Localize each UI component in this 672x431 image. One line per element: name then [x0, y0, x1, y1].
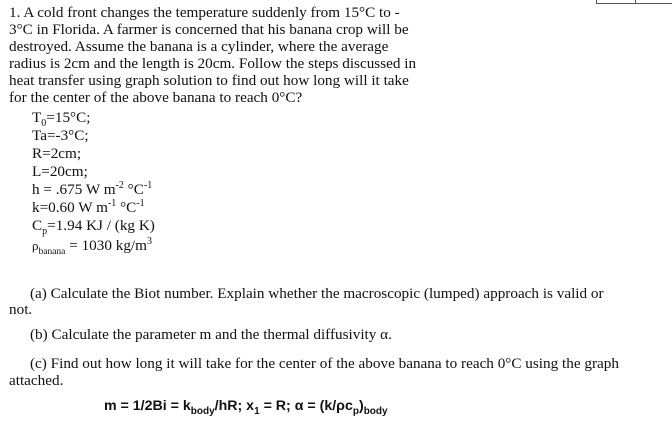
problem-line-1: 1. A cold front changes the temperature suddenly from 15°C to -: [9, 4, 400, 21]
given-cp: $C_p=1.94$ KJ / (kg K): [32, 217, 155, 238]
question-c-line-2: attached.: [9, 372, 64, 389]
given-l: L=20cm;: [32, 163, 88, 180]
given-k: k=0.60 W $m^{-1}$ $^\circ C^{-1}$: [32, 197, 145, 216]
formula-line: $m = 1/2Bi = k_{body}/hR$; $x_1 = R$; $\alpha = (k/\rho c_p)_{body}$: [104, 398, 388, 417]
question-b: (b) Calculate the parameter m and the thermal diffusivity α.: [30, 326, 392, 343]
given-t0: $T_0=15^\circ C$;: [32, 109, 91, 130]
problem-line-3: destroyed. Assume the banana is a cylinder, where the average: [9, 38, 389, 55]
given-r: R=2cm;: [32, 145, 82, 162]
problem-line-6: for the center of the above banana to reach 0°C?: [9, 89, 303, 106]
given-h: h = .675 W $m^{-2}$ $^\circ C^{-1}$: [32, 179, 153, 198]
problem-line-4: radius is 2cm and the length is 20cm. Follow the steps discussed in: [9, 55, 417, 72]
question-a-line-1: (a) Calculate the Biot number. Explain whether the macroscopic (lumped) approach is valid or: [30, 285, 604, 302]
problem-line-2: 3°C in Florida. A farmer is concerned that his banana crop will be: [9, 21, 409, 38]
question-c-line-1: (c) Find out how long it will take for the center of the above banana to reach 0°C using the graph: [30, 355, 619, 372]
given-ta: Ta=-3°C;: [32, 127, 89, 144]
problem-line-5: heat transfer using graph solution to find out how long will it take: [9, 72, 409, 89]
given-rho: $\rho_{banana} = 1030$ $kg/m^3$: [32, 235, 152, 258]
table-corner-fragment: [596, 0, 672, 4]
question-a-line-2: not.: [9, 301, 33, 318]
